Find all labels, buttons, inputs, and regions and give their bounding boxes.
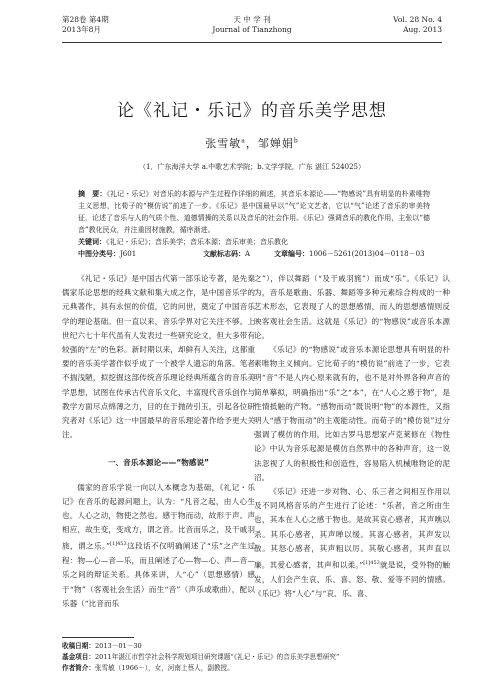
article-authors: [0, 135, 504, 151]
citation-ref: [1]453: [363, 560, 380, 567]
article-number-item: 文章编号：1006－5261(2013)04－0118－03: [274, 250, 425, 258]
footnote-rule: [62, 637, 134, 638]
author-info-label: 作者简介：: [62, 664, 95, 672]
citation-ref: [1]453: [110, 541, 127, 548]
header-right: [393, 15, 442, 35]
paragraph: 《乐记》还进一步对物、心、乐三者之间相互作用以及不同风格音乐的产生进行了论述：“乐者，音之所由生也，其本在人心之感于物也。是故其哀心感者，其声噍以杀。其乐心感者，其声啴以缓。其喜心感者，其声发以散。其怒心感者，其声粗以厉。其敬心感者，其声直以廉。其爱心感者，其声和以柔。”$^{[1]453}$就是说，受外物的触发，人们会产生哀、乐、喜、怒、敬、爱等不同的情感。《乐记》将“人心”与“哀、乐、喜、: [254, 487, 450, 598]
body-column-right: [254, 272, 450, 601]
keywords-text: 《礼记・乐记》；音乐美学；音乐本源；音乐审美；音乐教化: [106, 238, 288, 246]
header-rule: [62, 42, 442, 43]
volume-en: Vol. 28 No. 4: [393, 15, 442, 24]
abstract-block: [78, 188, 430, 248]
author-1-affil-mark: a: [241, 137, 246, 145]
journal-name-cn: 天 中 学 刊: [233, 15, 271, 24]
issue-cn: 第28卷 第4期: [62, 15, 109, 24]
keywords-label: 关键词：: [78, 238, 106, 246]
received-label: 收稿日期：: [62, 642, 95, 650]
running-header: [62, 15, 442, 41]
header-center: [62, 15, 442, 35]
clc-item: 中图分类号：J601: [78, 250, 137, 258]
body-column-left: [62, 272, 255, 611]
abstract-label: 摘 要：: [78, 190, 107, 198]
affiliation: （1．广东海洋大学 a.中歌艺术学院；b.文学学院，广东 湛江 524025）: [139, 163, 365, 171]
footnote-block: [62, 641, 442, 674]
article-title: 论《礼记・乐记》的音乐美学思想: [117, 101, 387, 121]
doc-code-item: 文献标志码：A: [203, 250, 251, 258]
author-1: 张雪敏: [205, 137, 242, 150]
received-date: 2013－01－30: [94, 642, 142, 650]
author-info-text: 张雪敏（1966－），女，河南上蔡人，副教授。: [94, 664, 234, 672]
date-en: Aug. 2013: [403, 25, 442, 34]
author-2-affil-mark: b: [293, 137, 299, 145]
paragraph: 之”），伴以舞蹈（“及干戚羽旄”）而成“乐”。《乐记》认为，音乐是歌曲、乐器、舞蹈等多种元素综合构成的一种艺术形态，它表现了人的思想感情，而人的思想感情则反映客观社会生活。这就是《乐记》的“物感说”或音乐本源论。: [254, 274, 450, 340]
author-separator: ，: [245, 137, 258, 150]
date-cn: 2013年8月: [62, 25, 101, 34]
paragraph: 《礼记・乐记》是中国古代第一部乐论专著，是先秦儒家乐论思想的经典文献和集大成之作，是中国音乐学的元典著作，具有永恒的价值，它的问世，奠定了中国音乐学的理论基础。但一直以来，音乐学界对它关注不够。上世纪六七十年代虽有人发表过一些研究论文，但大多带有较强的“左”的色彩。新时期以来，却鲜有人关注，这都重要的音乐美学著作似乎成了一个被学人遗忘的角落。笔者不揣浅陋，拟挖掘这部传统音乐理论经典所蕴含的音乐美学思想，试图在传承古代音乐文化、丰富现代音乐创作与教学方面尽点绵薄之力，目的在于抛砖引玉，引起各位研究者对《乐记》这一中国最早的音乐理论著作给予更大关注。: [62, 274, 255, 440]
section-heading: 一、音乐本源论——“物感说”: [107, 458, 210, 468]
paragraph: 儒家的音乐学说一向以人本概念为基础，《礼记・乐记》在音乐的起源问题上，认为：“凡音之起，由人心生也。人心之动，物使之然也。感于物而动，故形于声。声相应，故生变，变成方，谓之音。比音而乐之，及干戚羽旄，谓之乐。”$^{[1]453}$这段话不仅明确阐述了“乐”之产生过程：物—心—音—乐，而且阐述了心—物—心、声—音—乐之间的辩证关系。具体来讲，人“心”（思想感情）感于“物”（客观社会生活）而生“音”（声乐或歌曲），配以乐器（“比音而乐: [62, 482, 255, 608]
fund-label: 基金项目：: [62, 653, 95, 661]
paragraph: 《乐记》的“物感说”或音乐本源论思想具有明显的朴素唯物主义倾向。它比荀子的“模仿说”前进了一步，它表明“音”不是人内心原来就有的，也不是对外界各种声音的简单摹拟，明确指出“乐”之“本”，在“人心之感于物”，是性情抵触的产物。“感物而动”既说明“物”的本源性，又指明人“感于物而动”的主观能动性。而荀子的“模仿说”过分强调了模仿的作用，比如古罗马思想家卢克莱修在《物性论》中认为音乐起源是模仿自然界中的各种声音，这一说法忽视了人的积极性和创造性，容易陷入机械唯物论的泥沼。: [254, 345, 450, 482]
author-2: 邹婵娟: [257, 137, 294, 150]
abstract-text: 《礼记・乐记》对音乐的本源与产生过程作详细的阐述，其音乐本源论——“物感说”具有明显的朴素唯物主义思想，比荀子的“模仿说”前进了一步。《乐记》是中国最早以“气”论文艺者，它以“气”论述了音乐的审美特征，论述了音乐与人的气质个性、道德情操的关系以及音乐的社会作用。《乐记》强调音乐的教化作用，主张以“德音”教化民众，并注重因材施教，循序渐进。: [78, 190, 431, 234]
fund-text: 2011年湛江市哲学社会科学规划项目研究课题“《礼记・乐记》的音乐美学思想研究”: [94, 653, 340, 661]
journal-name-en: Journal of Tianzhong: [212, 25, 292, 34]
